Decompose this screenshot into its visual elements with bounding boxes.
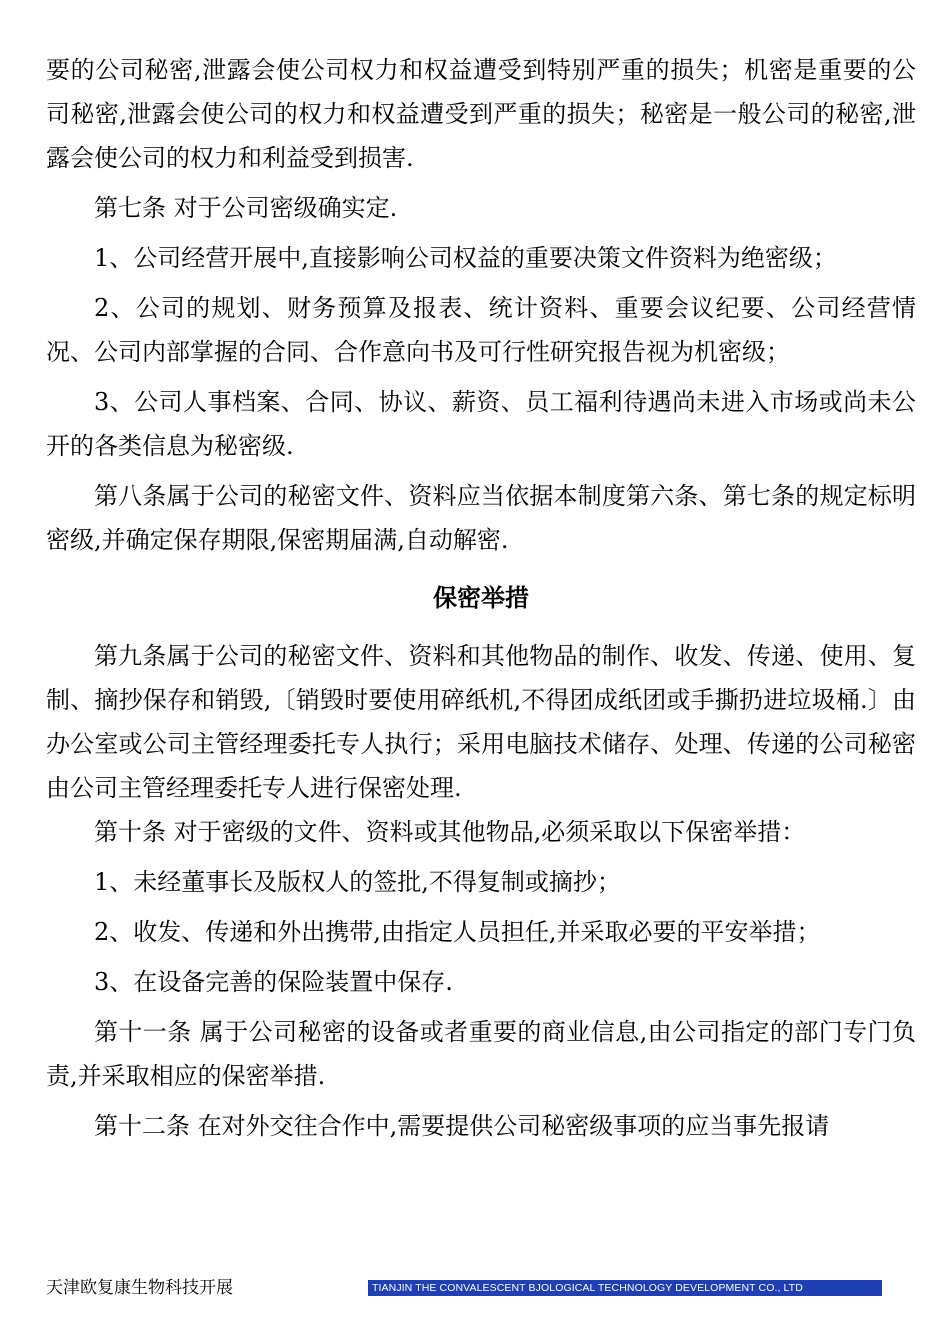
article-7-item-2: 2、公司的规划、财务预算及报表、统计资料、重要会议纪要、公司经营情况、公司内部掌握的合同、合作意向书及可行性研究报告视为机密级；	[46, 294, 916, 366]
article-7-item-3: 3、公司人事档案、合同、协议、薪资、员工福利待遇尚未进入市场或尚未公开的各类信息为秘密级.	[46, 388, 916, 460]
article-10-item-1: 1、未经董事长及版权人的签批,不得复制或摘抄；	[94, 868, 621, 896]
article-8: 第八条属于公司的秘密文件、资料应当依据本制度第六条、第七条的规定标明密级,并确定保存期限,保密期届满,自动解密.	[46, 482, 916, 554]
paragraph-continuation: 要的公司秘密,泄露会使公司权力和权益遭受到特别严重的损失；机密是重要的公司秘密,泄露会使公司的权力和权益遭受到严重的损失；秘密是一般公司的秘密,泄露会使公司的权力和利益受到损害.	[46, 56, 916, 172]
article-10-heading: 第十条 对于密级的文件、资料或其他物品,必须采取以下保密举措：	[94, 818, 806, 846]
footer-company-name-en: TIANJIN THE CONVALESCENT BJOLOGICAL TECHNOLOGY DEVELOPMENT CO., LTD	[372, 1282, 803, 1294]
footer-band	[368, 1280, 882, 1296]
section-title: 保密举措	[433, 584, 529, 612]
footer-company-name-cn: 天津欧复康生物科技开展	[46, 1278, 233, 1298]
article-10-item-2: 2、收发、传递和外出携带,由指定人员担任,并采取必要的平安举措；	[94, 918, 821, 946]
article-9: 第九条属于公司的秘密文件、资料和其他物品的制作、收发、传递、使用、复制、摘抄保存和销毁,〔销毁时要使用碎纸机,不得团成纸团或手撕扔进垃圾桶.〕由办公室或公司主管经理委托专人执行；采用电脑技术储存、处理、传递的公司秘密由公司主管经理委托专人进行保密处理.	[46, 642, 916, 802]
page-footer	[46, 1276, 882, 1300]
article-7-item-1: 1、公司经营开展中,直接影响公司权益的重要决策文件资料为绝密级；	[94, 244, 837, 272]
document-body	[46, 48, 916, 1154]
article-11: 第十一条 属于公司秘密的设备或者重要的商业信息,由公司指定的部门专门负责,并采取相应的保密举措.	[46, 1018, 916, 1090]
article-7-heading: 第七条 对于公司密级确实定.	[94, 194, 398, 222]
article-10-item-3: 3、在设备完善的保险装置中保存.	[94, 968, 453, 996]
article-12: 第十二条 在对外交往合作中,需要提供公司秘密级事项的应当事先报请	[94, 1112, 830, 1140]
